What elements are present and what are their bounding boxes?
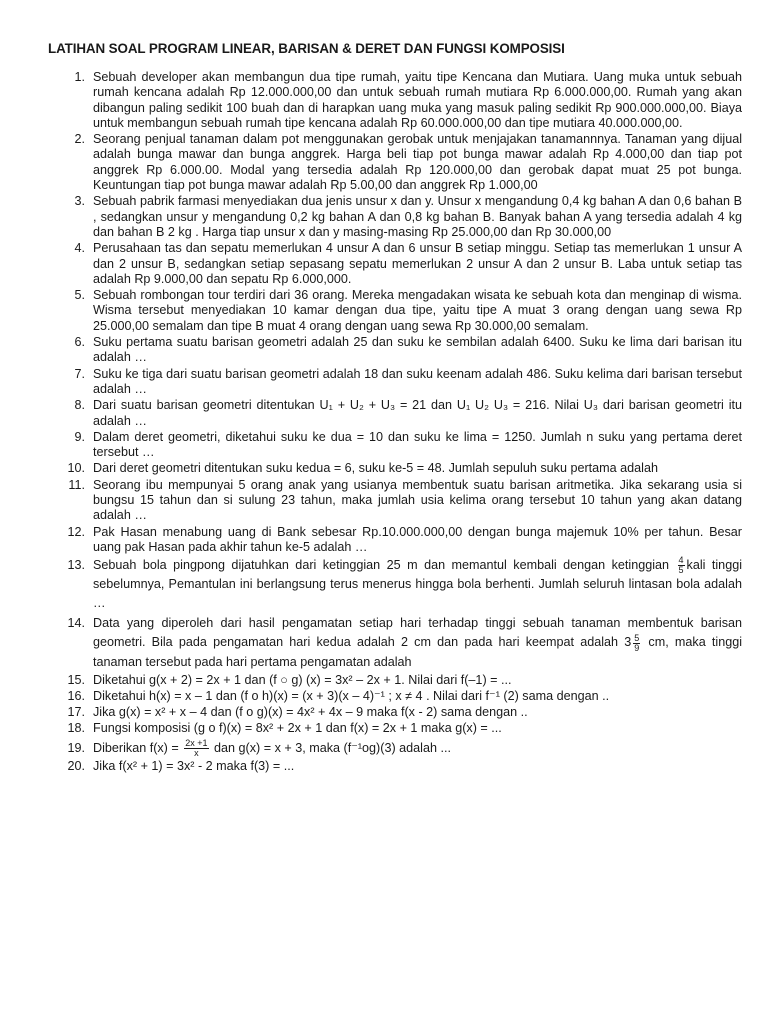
question-number: 12. [67, 524, 85, 539]
question-text-part: dan g(x) = x + 3, maka (f⁻¹og)(3) adalah ... [210, 740, 451, 755]
question-item [48, 367, 742, 398]
question-number: 4. [74, 241, 85, 256]
question-number: 14. [67, 616, 85, 631]
question-text: Fungsi komposisi (g o f)(x) = 8x² + 2x + 1 dan f(x) = 2x + 1 maka g(x) = ... [93, 721, 502, 736]
question-number: 5. [74, 288, 85, 303]
question-text-part: Diberikan f(x) = [93, 740, 183, 755]
question-item [48, 478, 742, 524]
question-item [48, 194, 742, 240]
fraction [633, 634, 640, 653]
question-item [48, 398, 742, 429]
fraction-numerator: 4 [678, 555, 684, 566]
question-number: 19. [67, 740, 85, 755]
document-title: LATIHAN SOAL PROGRAM LINEAR, BARISAN & DERET DAN FUNGSI KOMPOSISI [48, 41, 565, 56]
question-item [48, 759, 742, 774]
question-item [48, 525, 742, 556]
question-text: Sebuah pabrik farmasi menyediakan dua jenis unsur x dan y. Unsur x mengandung 0,4 kg bahan A dan 0,6 bahan B , sedangkan unsur y mengandung 0,2 kg bahan A dan 0,8 kg bahan B. Banyak bahan A yang tersedia adalah 4 kg dan bahan B 2 kg . Harga tiap unsur x dan y masing-masing Rp 25.000,00 dan Rp 30.000,00 [93, 194, 742, 239]
question-text: Jika f(x² + 1) = 3x² - 2 maka f(3) = ... [93, 758, 295, 773]
question-item [48, 673, 742, 688]
question-text-part: kali tinggi sebelumnya, Pemantulan ini berlangsung terus menerus hingga bola berhenti. Jumlah seluruh lintasan bola adalah … [93, 558, 742, 611]
question-item [48, 556, 742, 613]
question-number: 10. [67, 461, 85, 476]
question-text [93, 614, 742, 671]
question-number: 1. [74, 70, 85, 84]
question-text: Suku pertama suatu barisan geometri adalah 25 dan suku ke sembilan adalah 6400. Suku ke lima dari barisan itu adalah … [93, 335, 742, 365]
fraction [184, 739, 208, 758]
question-item [48, 705, 742, 720]
question-text: Jika g(x) = x² + x – 4 dan (f o g)(x) = 4x² + 4x – 9 maka f(x - 2) sama dengan .. [93, 705, 528, 720]
question-item [48, 738, 742, 758]
question-number: 18. [67, 721, 85, 736]
question-number: 15. [67, 672, 85, 687]
question-text [93, 738, 742, 758]
fraction-denominator: x [194, 747, 199, 758]
question-text: Sebuah developer akan membangun dua tipe rumah, yaitu tipe Kencana dan Mutiara. Uang muka untuk sebuah rumah kencana adalah Rp 12.000.000,00 dan untuk sebuah rumah mutiara Rp 6.000.000,00. Rumah yang akan dibangun paling sedikit 100 buah dan di harapkan uang muka yang masuk paling sedikit Rp 900.000.000,00. Biaya untuk membangun sebuah rumah tipe kencana adalah Rp 60.000.000,00 dan tipe mutiara 40.000.000,00. [93, 70, 742, 130]
question-item [48, 241, 742, 287]
question-number: 3. [74, 194, 85, 209]
question-text: Perusahaan tas dan sepatu memerlukan 4 unsur A dan 6 unsur B setiap minggu. Setiap tas memerlukan 1 unsur A dan 2 unsur B, sedangkan setiap sepasang sepatu memerlukan 2 unsur A dan 2 unsur B. Laba untuk setiap tas adalah Rp 9.000,00 dan sepatu Rp 6.000,000. [93, 241, 742, 286]
fraction [678, 556, 685, 575]
question-text: Seorang ibu mempunyai 5 orang anak yang usianya membentuk suatu barisan aritmetika. Jika sekarang usia si bungsu 15 tahun dan si sulung 23 tahun, maka jumlah usia kelima orang tersebut 10 tahun yang akan datang adalah … [93, 477, 742, 523]
fraction-numerator: 2x +1 [185, 737, 208, 748]
question-item [48, 721, 742, 736]
question-text-part: Data yang diperoleh dari hasil pengamatan setiap hari terhadap tinggi sebuah tanaman membentuk barisan geometri. Bila pada pengamatan hari kedua adalah 2 cm dan pada hari keempat adalah 3 [93, 616, 742, 650]
question-text: Dalam deret geometri, diketahui suku ke dua = 10 dan suku ke lima = 1250. Jumlah n suku yang pertama deret tersebut … [93, 429, 742, 460]
fraction-denominator: 9 [634, 642, 640, 653]
question-number: 16. [67, 688, 85, 703]
question-text-part: cm, maka tinggi tanaman tersebut pada hari pertama pengamatan adalah [93, 635, 742, 669]
question-number: 6. [74, 335, 85, 350]
question-text: Dari deret geometri ditentukan suku kedua = 6, suku ke-5 = 48. Jumlah sepuluh suku pertama adalah [93, 461, 658, 476]
question-number: 13. [67, 558, 85, 573]
question-number: 11. [68, 477, 85, 492]
question-item [48, 70, 742, 131]
question-list [48, 70, 742, 774]
question-number: 8. [74, 398, 85, 413]
question-text-part: Sebuah bola pingpong dijatuhkan dari ketinggian 25 m dan memantul kembali dengan ketinggian [93, 558, 676, 573]
question-item [48, 614, 742, 671]
question-item [48, 461, 742, 476]
question-number: 9. [74, 429, 85, 444]
question-text: Dari suatu barisan geometri ditentukan U₁ + U₂ + U₃ = 21 dan U₁ U₂ U₃ = 216. Nilai U₃ dari barisan geometri itu adalah … [93, 398, 742, 428]
fraction-denominator: 5 [678, 565, 684, 576]
question-number: 7. [74, 366, 85, 381]
question-text: Diketahui h(x) = x – 1 dan (f o h)(x) = (x + 3)(x – 4)⁻¹ ; x ≠ 4 . Nilai dari f⁻¹ (2) sama dengan .. [93, 688, 610, 703]
question-item [48, 430, 742, 461]
question-text: Sebuah rombongan tour terdiri dari 36 orang. Mereka mengadakan wisata ke sebuah kota dan menginap di wisma. Wisma tersebut menyediakan 10 kamar dengan dua tipe, yaitu tipe A muat 3 orang dengan uang sewa Rp 25.000,00 semalam dan tipe B muat 4 orang dengan uang sewa Rp 30.000,00 semalam. [93, 288, 742, 333]
question-number: 2. [74, 132, 85, 147]
question-number: 17. [67, 705, 85, 720]
fraction-numerator: 5 [634, 632, 640, 643]
question-text [93, 556, 742, 613]
question-item [48, 288, 742, 334]
question-item [48, 689, 742, 704]
question-item [48, 335, 742, 366]
question-text: Suku ke tiga dari suatu barisan geometri adalah 18 dan suku keenam adalah 486. Suku kelima dari barisan tersebut adalah … [93, 366, 742, 396]
question-number: 20. [67, 758, 85, 773]
question-text: Seorang penjual tanaman dalam pot menggunakan gerobak untuk menjajakan tanamannnya. Tanaman yang dijual adalah bunga mawar dan bunga anggrek. Harga beli tiap pot bunga mawar adalah Rp 4.000,00 dan tiap pot anggrek Rp 6.000.00. Modal yang tersedia adalah Rp 120.000,00 dan gerobak dapat muat 25 pot bunga. Keuntungan tiap pot bunga mawar adalah Rp 5.00,00 dan anggrek Rp 1.000,00 [93, 132, 742, 193]
question-item [48, 132, 742, 193]
question-text: Pak Hasan menabung uang di Bank sebesar Rp.10.000.000,00 dengan bunga majemuk 10% per tahun. Besar uang pak Hasan pada akhir tahun ke-5 adalah … [93, 524, 742, 554]
question-text: Diketahui g(x + 2) = 2x + 1 dan (f ○ g) (x) = 3x² – 2x + 1. Nilai dari f(–1) = ... [93, 672, 512, 687]
